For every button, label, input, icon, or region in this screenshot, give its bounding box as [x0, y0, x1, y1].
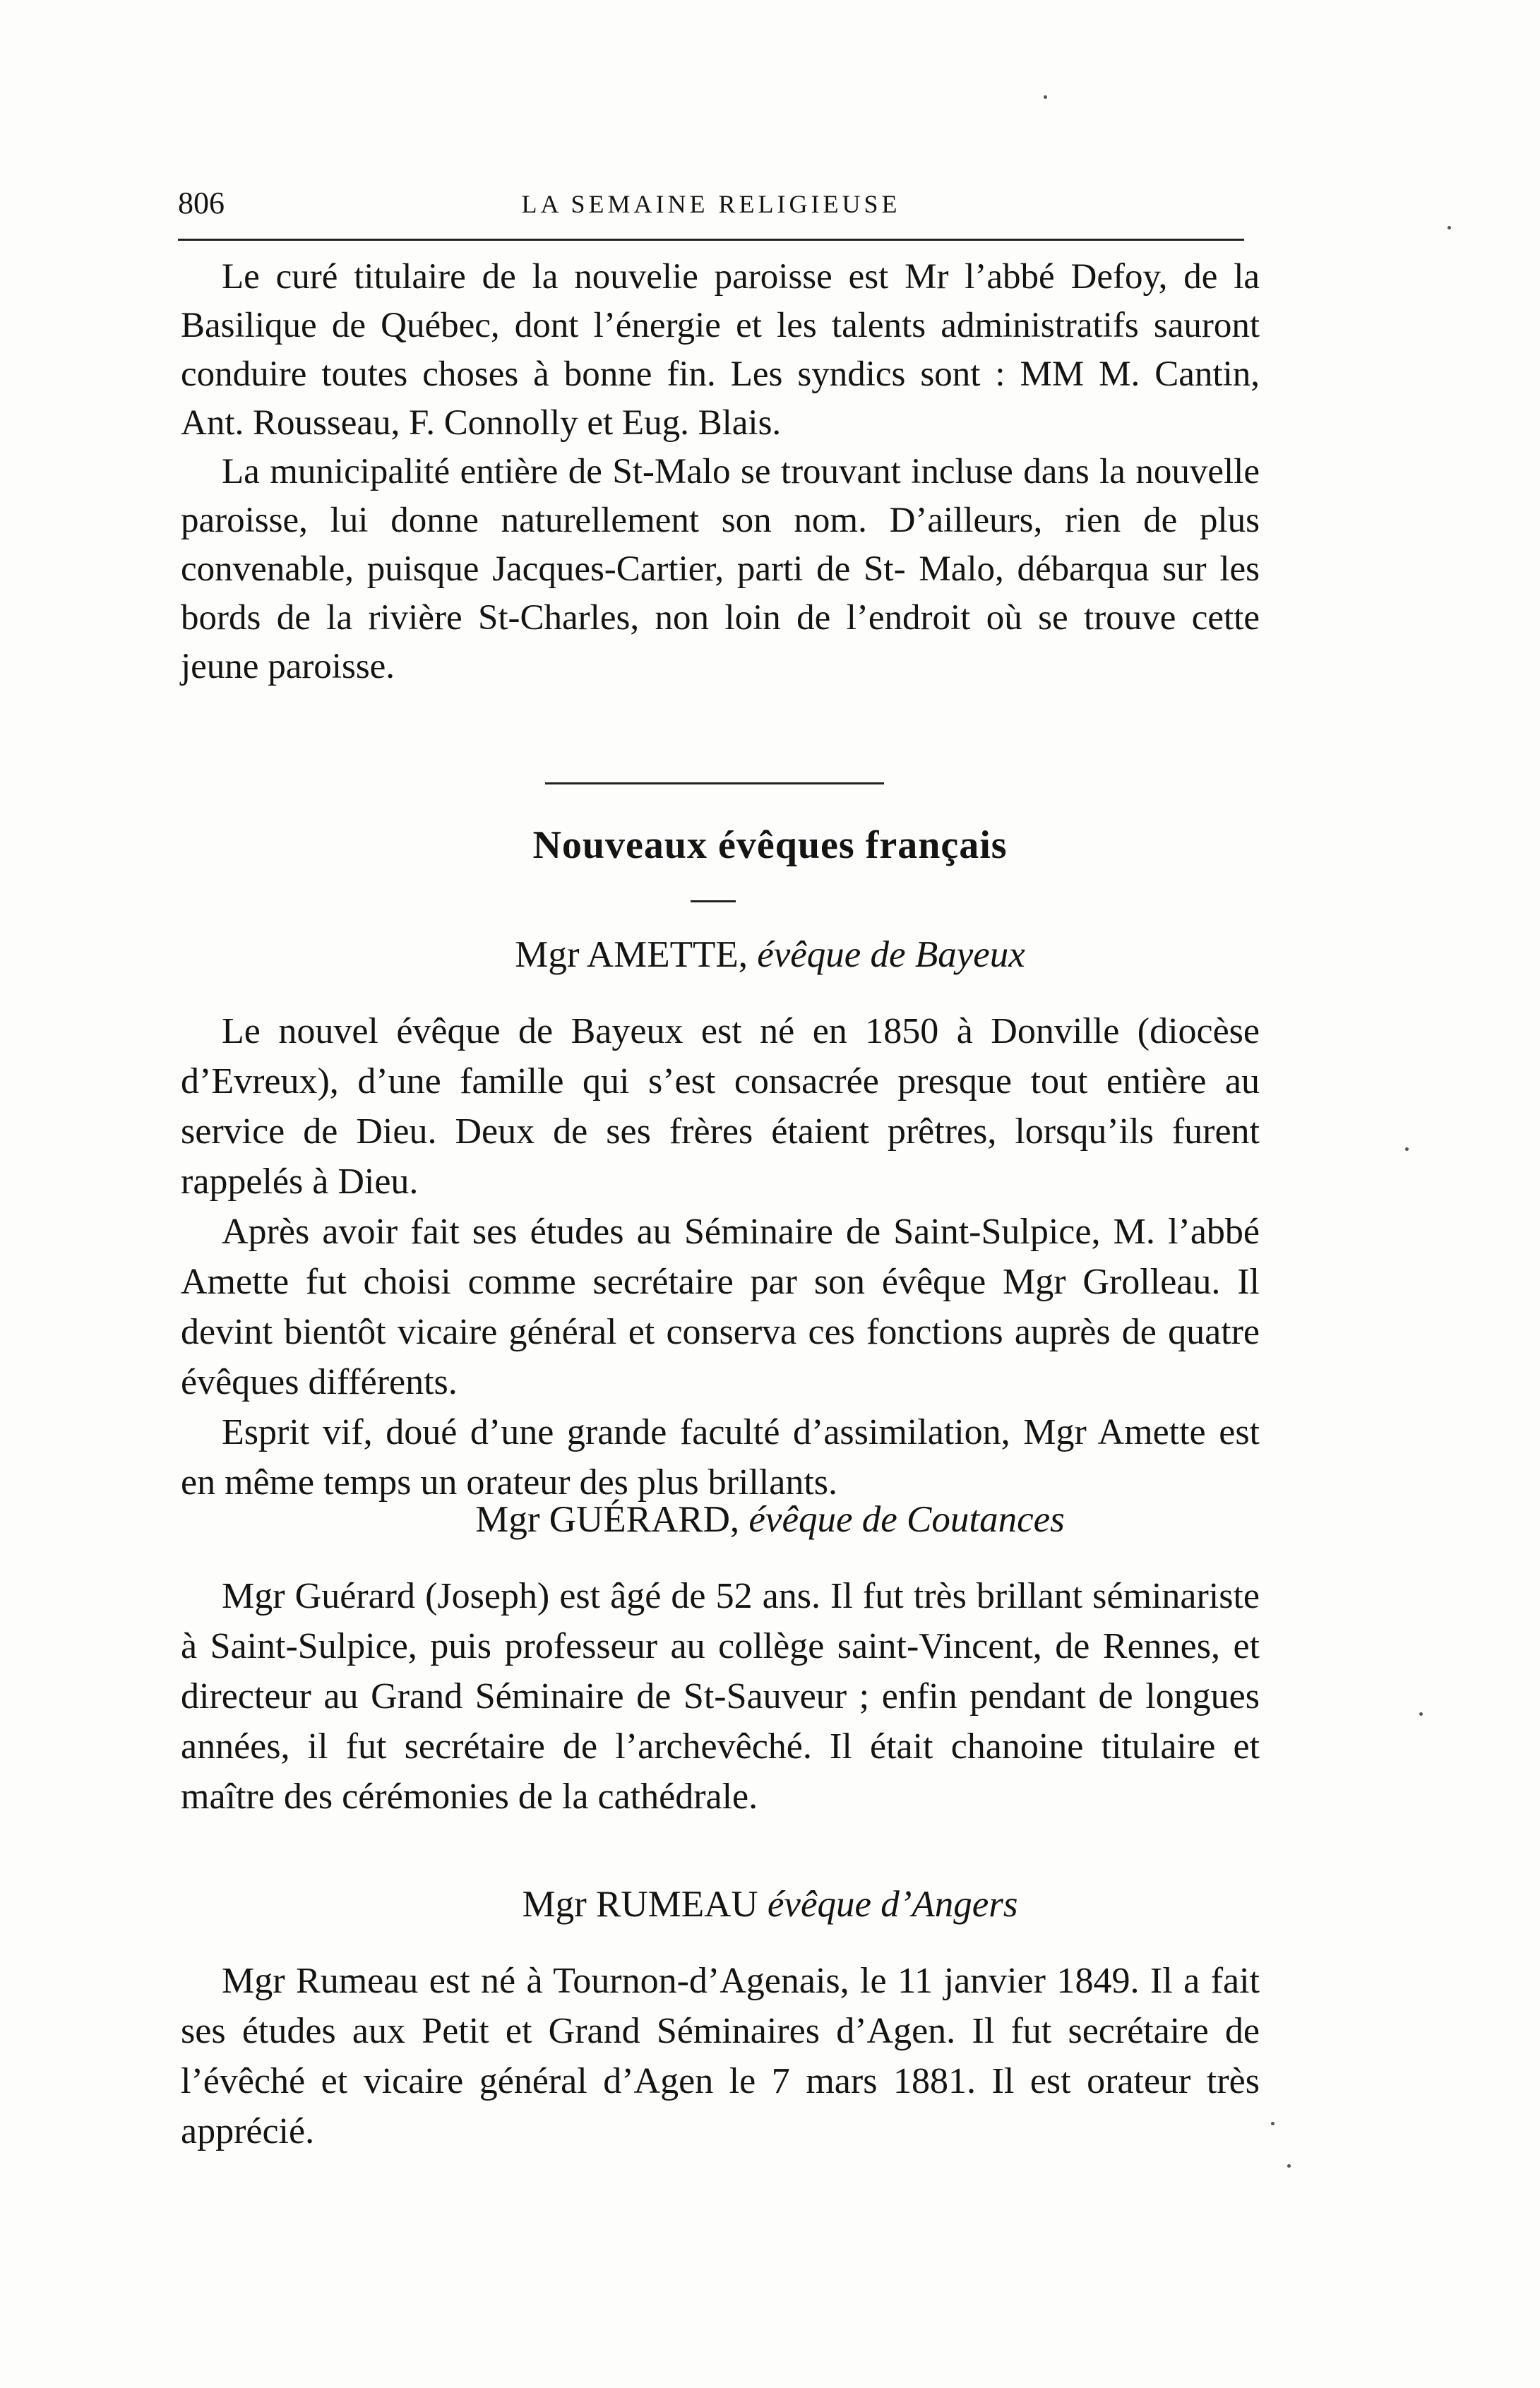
- scan-speck: [1405, 1147, 1409, 1151]
- intro-paragraph-1: Le curé titulaire de la nouvelie paroisse est Mr l’abbé Defoy, de la Basilique de Québec, dont l’énergie et les talents administratifs sauront conduire toutes choses à bonne fin. Les syndics sont : MM M. Cantin, Ant. Rousseau, F. Connolly et Eug. Blais.: [181, 257, 1260, 443]
- bishop-role: évêque d’Angers: [767, 1884, 1018, 1925]
- bishop-section-amette: [181, 1006, 1260, 1508]
- title-dash: [691, 900, 736, 902]
- bishop-name: Mgr RUMEAU: [522, 1884, 758, 1925]
- bishop-name: Mgr AMETTE,: [515, 934, 748, 975]
- bishop-name: Mgr GUÉRARD,: [475, 1499, 740, 1540]
- scan-speck: [1419, 1712, 1423, 1716]
- page-header: [178, 185, 1244, 227]
- bishop-role: évêque de Coutances: [748, 1499, 1065, 1540]
- amette-paragraph-3: Esprit vif, doué d’une grande faculté d’assimilation, Mgr Amette est en même temps un orateur des plus brillants.: [181, 1412, 1260, 1503]
- bishop-section-guerard: [181, 1571, 1260, 1822]
- intro-text: [181, 253, 1260, 691]
- rumeau-paragraph-1: Mgr Rumeau est né à Tournon-d’Agenais, le 11 janvier 1849. Il a fait ses études aux Petit et Grand Séminaires d’Agen. Il fut secrétaire de l’évêché et vicaire général d’Agen le 7 mars 1881. Il est orateur très apprécié.: [181, 1961, 1260, 2151]
- header-rule: [178, 239, 1244, 241]
- section-title: Nouveaux évêques français: [532, 823, 1008, 867]
- bishop-heading-amette: [0, 933, 1540, 976]
- bishop-role: évêque de Bayeux: [757, 934, 1025, 975]
- section-divider: [545, 782, 884, 784]
- scan-speck: [1044, 95, 1047, 99]
- bishop-section-rumeau: [181, 1956, 1260, 2156]
- amette-paragraph-1: Le nouvel évêque de Bayeux est né en 1850 à Donville (diocèse d’Evreux), d’une famille qui s’est consacrée presque tout entière au service de Dieu. Deux de ses frères étaient prêtres, lorsqu’ils furent rappelés à Dieu.: [181, 1011, 1260, 1202]
- amette-paragraph-2: Après avoir fait ses études au Séminaire de Saint-Sulpice, M. l’abbé Amette fut choisi comme secrétaire par son évêque Mgr Grolleau. Il devint bientôt vicaire général et conserva ces fonctions auprès de quatre évêques différents.: [181, 1212, 1260, 1402]
- page-number: 806: [178, 186, 225, 220]
- running-title: LA SEMAINE RELIGIEUSE: [521, 190, 901, 218]
- scan-speck: [1271, 2122, 1275, 2125]
- guerard-paragraph-1: Mgr Guérard (Joseph) est âgé de 52 ans. Il fut très brillant séminariste à Saint-Sulpice, puis professeur au collège saint-Vincent, de Rennes, et directeur au Grand Séminaire de St-Sauveur ; enfin pendant de longues années, il fut secrétaire de l’archevêché. Il était chanoine titulaire et maître des cérémonies de la cathédrale.: [181, 1576, 1260, 1817]
- intro-paragraph-2: La municipalité entière de St-Malo se trouvant incluse dans la nouvelle paroisse, lui donne naturellement son nom. D’ailleurs, rien de plus convenable, puisque Jacques-Cartier, parti de St- Malo, débarqua sur les bords de la rivière St-Charles, non loin de l’endroit où se trouve cette jeune paroisse.: [181, 452, 1260, 686]
- bishop-heading-rumeau: [0, 1883, 1540, 1926]
- scan-speck: [1448, 226, 1451, 229]
- scan-speck: [1287, 2164, 1291, 2168]
- bishop-heading-guerard: [0, 1498, 1540, 1541]
